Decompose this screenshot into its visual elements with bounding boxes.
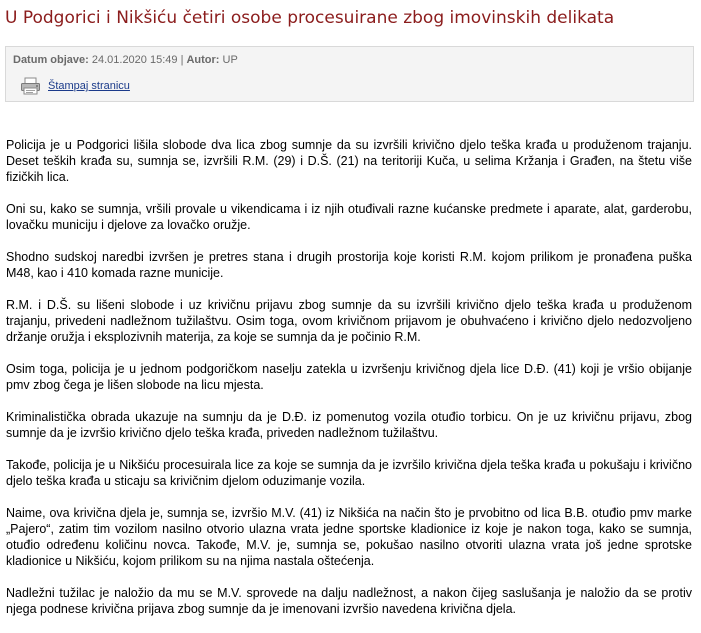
meta-separator: |	[180, 54, 184, 66]
page-title: U Podgorici i Nikšiću četiri osobe procesuirane zbog imovinskih delikata	[5, 8, 615, 28]
date-label: Datum objave:	[13, 54, 89, 66]
article-paragraph: Policija je u Podgorici lišila slobode dva lica zbog sumnje da su izvršili krivično djelo teška krađa u produženom trajanju. Deset teških krađa su, sumnja se, izvršili R.M. (29) i D.Š. (21) na teritoriji Kuča, u selima Kržanja i Građen, na štetu više fizičkih lica.	[6, 138, 692, 184]
article-paragraph: R.M. i D.Š. su lišeni slobode i uz krivičnu prijavu zbog sumnje da su izvršili krivično djelo teška krađa u produženom trajanju, privedeni nadležnom tužilaštvu. Osim toga, ovom krivičnom prijavom je obuhvaćeno i krivično djelo nedozvoljeno držanje oružja i eksplozivnih materija, za koje se sumnja da je počinio R.M.	[6, 298, 692, 344]
print-page-control[interactable]	[20, 76, 130, 96]
article-meta-box	[5, 46, 694, 102]
article-meta	[13, 53, 238, 67]
article-paragraph: Oni su, kako se sumnja, vršili provale u vikendicama i iz njih otuđivali razne kućanske predmete i aparate, alat, garderobu, lovačku municiju i djelove za lovačko oružje.	[6, 202, 692, 232]
article-paragraph: Naime, ova krivična djela je, sumnja se, izvršio M.V. (41) iz Nikšića na način što je prvobitno od lica B.B. otuđio pmv marke „Pajero“, zatim tim vozilom nasilno otvorio ulazna vrata jedne sportske kladionice iz koje je nakon toga, kako se sumnja, otuđio određenu količinu novca. Takođe, M.V. je, sumnja se, pokušao nasilno otvoriti ulazna vrata još jedne sprotske kladionice u Nikšiću, kojom prilikom su na njima nastala oštećenja.	[6, 506, 692, 568]
article-paragraph: Takođe, policija je u Nikšiću procesuirala lice za koje se sumnja da je izvršilo krivična djela teška krađa u pokušaju i krivično djelo teška krađa u sticaju sa krivičnim djelom oduzimanje vozila.	[6, 458, 692, 488]
article-paragraph: Nadležni tužilac je naložio da mu se M.V. sprovede na dalju nadležnost, a nakon čijeg saslušanja je naložio da se protiv njega podnese krivična prijava zbog sumnje da je imenovani izvršio navedena krivična djela.	[6, 586, 692, 616]
article-paragraph: Osim toga, policija je u jednom podgoričkom naselju zatekla u izvršenju krivičnog djela lice D.Đ. (41) koji je vršio obijanje pmv zbog čega je lišen slobode na licu mjesta.	[6, 362, 692, 392]
article-paragraph: Shodno sudskoj naredbi izvršen je pretres stana i drugih prostorija koje koristi R.M. kojom prilikom je pronađena puška M48, kao i 410 komada razne municije.	[6, 250, 692, 280]
printer-icon[interactable]	[20, 77, 42, 95]
date-value: 24.01.2020 15:49	[91, 54, 178, 66]
article-paragraph: Kriminalistička obrada ukazuje na sumnju da je D.Đ. iz pomenutog vozila otuđio torbicu. On je uz krivičnu prijavu, zbog sumnje da je izvršio krivično djelo teška krađa, priveden nadležnom tužilaštvu.	[6, 410, 692, 440]
author-value: UP	[222, 54, 238, 66]
author-label: Autor:	[186, 54, 220, 66]
print-page-link[interactable]: Štampaj stranicu	[48, 80, 130, 92]
article-body	[6, 137, 692, 633]
